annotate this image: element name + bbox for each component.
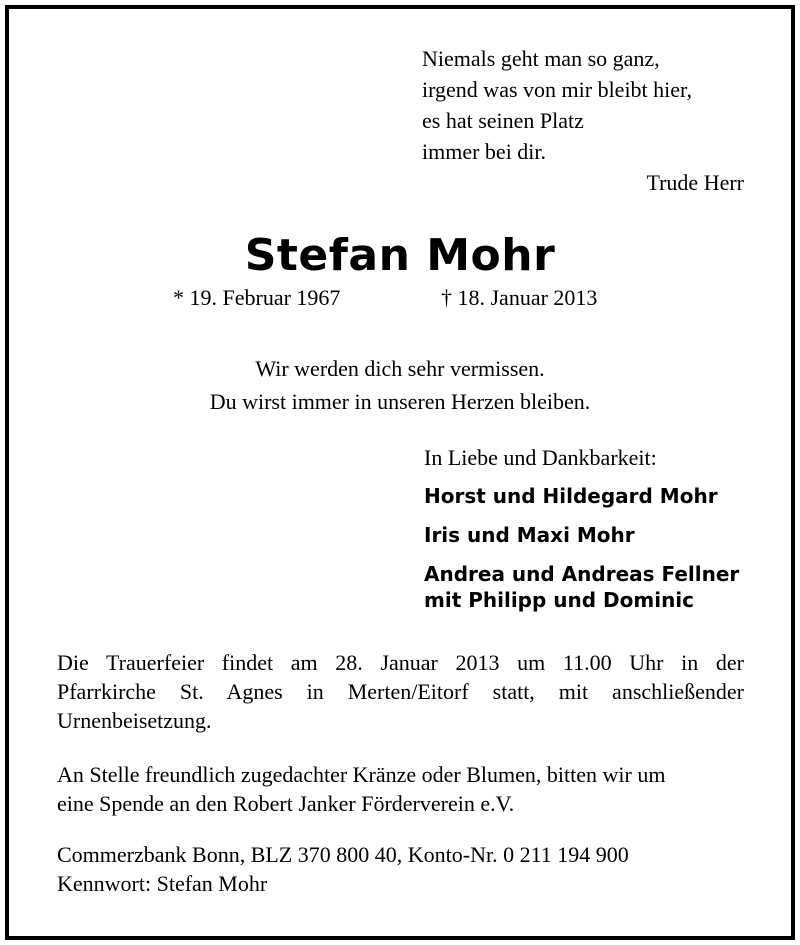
- poem-line: immer bei dir.: [422, 139, 547, 164]
- message-line-2: Du wirst immer in unseren Herzen bleiben.: [209, 389, 591, 414]
- funeral-paragraph: [57, 648, 744, 735]
- poem-line: Niemals geht man so ganz,: [422, 46, 660, 71]
- mourner-name: Horst und Hildegard Mohr: [424, 484, 718, 508]
- bank-paragraph: [57, 840, 744, 898]
- poem-line: es hat seinen Platz: [422, 108, 584, 133]
- funeral-line: Pfarrkirche St. Agnes in Merten/Eitorf statt, mit anschließender: [57, 679, 744, 704]
- mourners-list: [424, 483, 739, 613]
- death-date: † 18. Januar 2013: [441, 285, 598, 310]
- mourner-name: Iris und Maxi Mohr: [424, 523, 635, 547]
- birth-date: * 19. Februar 1967: [173, 285, 341, 310]
- mourner-name: mit Philipp und Dominic: [424, 588, 695, 612]
- bank-line: Commerzbank Bonn, BLZ 370 800 40, Konto-Nr. 0 211 194 900: [57, 842, 629, 867]
- poem-author: Trude Herr: [646, 170, 744, 195]
- message-line-1: Wir werden dich sehr vermissen.: [255, 356, 545, 381]
- deceased-name: Stefan Mohr: [244, 230, 556, 281]
- mourner-name: Andrea und Andreas Fellner: [424, 562, 740, 586]
- bank-line: Kennwort: Stefan Mohr: [57, 871, 268, 896]
- donation-line: eine Spende an den Robert Janker Förderverein e.V.: [57, 791, 515, 816]
- donation-paragraph: [57, 760, 744, 818]
- poem: [422, 43, 744, 198]
- mourners-intro: In Liebe und Dankbarkeit:: [424, 445, 657, 470]
- poem-line: irgend was von mir bleibt hier,: [422, 77, 692, 102]
- funeral-line: Urnenbeisetzung.: [57, 708, 212, 733]
- funeral-line: Die Trauerfeier findet am 28. Januar 2013 um 11.00 Uhr in der: [57, 650, 744, 675]
- donation-line: An Stelle freundlich zugedachter Kränze oder Blumen, bitten wir um: [57, 762, 666, 787]
